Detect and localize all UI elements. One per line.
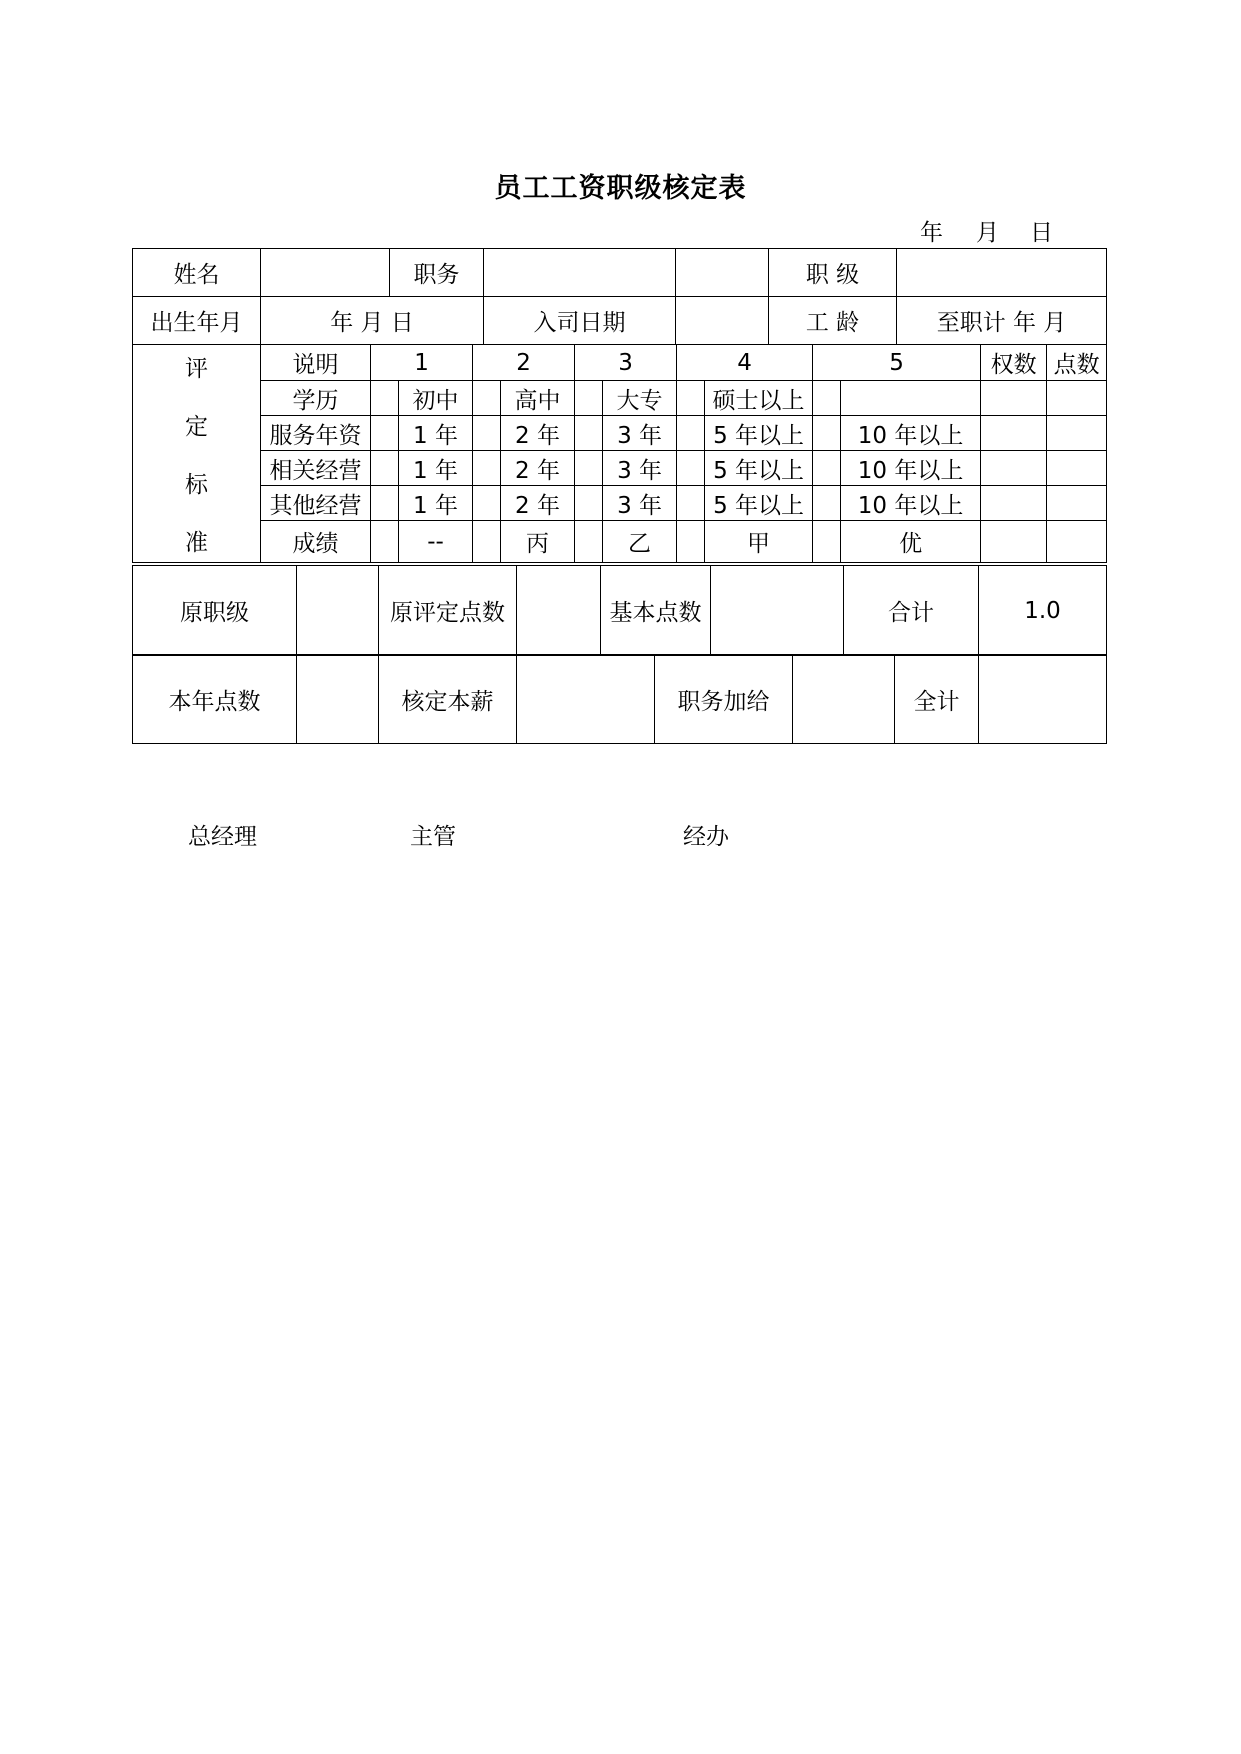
education-level-4: 硕士以上 xyxy=(705,381,813,416)
grand-total-label: 全计 xyxy=(895,655,979,744)
other-level-4: 5 年以上 xyxy=(705,486,813,521)
birth-field[interactable]: 年 月 日 xyxy=(261,297,484,345)
related-exp-label: 相关经营 xyxy=(261,451,371,486)
header-level-4: 4 xyxy=(677,345,813,381)
weight-cell[interactable] xyxy=(981,486,1047,521)
other-level-1: 1 年 xyxy=(399,486,473,521)
tenure-field[interactable]: 至职计 年 月 xyxy=(897,297,1107,345)
check-cell[interactable] xyxy=(677,416,705,451)
education-level-3: 大专 xyxy=(603,381,677,416)
check-cell[interactable] xyxy=(575,451,603,486)
other-exp-label: 其他经营 xyxy=(261,486,371,521)
side-char-4: 准 xyxy=(185,530,208,557)
check-cell[interactable] xyxy=(813,486,841,521)
check-cell[interactable] xyxy=(677,451,705,486)
points-cell[interactable] xyxy=(1047,451,1107,486)
year-points-field[interactable] xyxy=(297,655,379,744)
name-field[interactable] xyxy=(261,249,390,297)
related-level-2: 2 年 xyxy=(501,451,575,486)
check-cell[interactable] xyxy=(813,451,841,486)
grand-total-field[interactable] xyxy=(979,655,1107,744)
check-cell[interactable] xyxy=(575,486,603,521)
position-label: 职务 xyxy=(390,249,484,297)
tenure-label: 工 龄 xyxy=(769,297,897,345)
total-value[interactable]: 1.0 xyxy=(979,566,1107,656)
base-salary-field[interactable] xyxy=(517,655,655,744)
points-cell[interactable] xyxy=(1047,381,1107,416)
service-level-2: 2 年 xyxy=(501,416,575,451)
education-label: 学历 xyxy=(261,381,371,416)
weight-cell[interactable] xyxy=(981,451,1047,486)
document-title: 员工工资职级核定表 xyxy=(494,173,747,204)
base-points-field[interactable] xyxy=(711,566,844,656)
header-level-3: 3 xyxy=(575,345,677,381)
handler-label: 经办 xyxy=(683,824,729,850)
weight-cell[interactable] xyxy=(981,521,1047,563)
performance-label: 成绩 xyxy=(261,521,371,563)
check-cell[interactable] xyxy=(473,381,501,416)
education-level-5 xyxy=(841,381,981,416)
birth-label: 出生年月 xyxy=(133,297,261,345)
date-year: 年 xyxy=(920,220,943,246)
base-salary-label: 核定本薪 xyxy=(379,655,517,744)
date-month: 月 xyxy=(976,220,999,246)
education-level-1: 初中 xyxy=(399,381,473,416)
check-cell[interactable] xyxy=(473,486,501,521)
summary-table-2 xyxy=(132,654,1107,744)
check-cell[interactable] xyxy=(677,381,705,416)
year-points-label: 本年点数 xyxy=(133,655,297,744)
position-field[interactable] xyxy=(484,249,676,297)
check-cell[interactable] xyxy=(813,381,841,416)
allowance-label: 职务加给 xyxy=(655,655,793,744)
criteria-table xyxy=(132,344,1107,563)
related-level-1: 1 年 xyxy=(399,451,473,486)
total-label: 合计 xyxy=(844,566,979,656)
header-level-1: 1 xyxy=(371,345,473,381)
orig-points-field[interactable] xyxy=(517,566,601,656)
allowance-field[interactable] xyxy=(793,655,895,744)
check-cell[interactable] xyxy=(813,521,841,563)
orig-grade-field[interactable] xyxy=(297,566,379,656)
name-label: 姓名 xyxy=(133,249,261,297)
check-cell[interactable] xyxy=(575,381,603,416)
join-date-label: 入司日期 xyxy=(484,297,676,345)
related-level-4: 5 年以上 xyxy=(705,451,813,486)
check-cell[interactable] xyxy=(371,521,399,563)
weight-cell[interactable] xyxy=(981,416,1047,451)
orig-points-label: 原评定点数 xyxy=(379,566,517,656)
other-level-5: 10 年以上 xyxy=(841,486,981,521)
check-cell[interactable] xyxy=(677,486,705,521)
header-desc: 说明 xyxy=(261,345,371,381)
related-level-5: 10 年以上 xyxy=(841,451,981,486)
check-cell[interactable] xyxy=(371,416,399,451)
check-cell[interactable] xyxy=(371,486,399,521)
performance-level-5: 优 xyxy=(841,521,981,563)
check-cell[interactable] xyxy=(813,416,841,451)
other-level-2: 2 年 xyxy=(501,486,575,521)
other-level-3: 3 年 xyxy=(603,486,677,521)
performance-level-3: 乙 xyxy=(603,521,677,563)
check-cell[interactable] xyxy=(575,521,603,563)
date-day: 日 xyxy=(1030,220,1053,246)
criteria-side-label xyxy=(133,345,261,563)
extra-field[interactable] xyxy=(676,249,769,297)
service-level-4: 5 年以上 xyxy=(705,416,813,451)
points-cell[interactable] xyxy=(1047,521,1107,563)
service-years-label: 服务年资 xyxy=(261,416,371,451)
grade-field[interactable] xyxy=(897,249,1107,297)
check-cell[interactable] xyxy=(371,381,399,416)
check-cell[interactable] xyxy=(371,451,399,486)
education-level-2: 高中 xyxy=(501,381,575,416)
header-weight: 权数 xyxy=(981,345,1047,381)
orig-grade-label: 原职级 xyxy=(133,566,297,656)
join-date-field[interactable] xyxy=(676,297,769,345)
check-cell[interactable] xyxy=(473,416,501,451)
check-cell[interactable] xyxy=(575,416,603,451)
related-level-3: 3 年 xyxy=(603,451,677,486)
side-char-2: 定 xyxy=(185,413,208,440)
grade-label: 职 级 xyxy=(769,249,897,297)
header-points: 点数 xyxy=(1047,345,1107,381)
performance-level-4: 甲 xyxy=(705,521,813,563)
performance-level-1: -- xyxy=(399,521,473,563)
supervisor-label: 主管 xyxy=(410,824,456,850)
weight-cell[interactable] xyxy=(981,381,1047,416)
side-char-3: 标 xyxy=(185,472,208,499)
base-points-label: 基本点数 xyxy=(601,566,711,656)
header-level-2: 2 xyxy=(473,345,575,381)
summary-table-1 xyxy=(132,565,1107,656)
points-cell[interactable] xyxy=(1047,416,1107,451)
general-manager-label: 总经理 xyxy=(188,824,257,850)
points-cell[interactable] xyxy=(1047,486,1107,521)
header-level-5: 5 xyxy=(813,345,981,381)
service-level-3: 3 年 xyxy=(603,416,677,451)
performance-level-2: 丙 xyxy=(501,521,575,563)
header-table xyxy=(132,248,1107,345)
service-level-1: 1 年 xyxy=(399,416,473,451)
check-cell[interactable] xyxy=(473,521,501,563)
service-level-5: 10 年以上 xyxy=(841,416,981,451)
check-cell[interactable] xyxy=(473,451,501,486)
side-char-1: 评 xyxy=(185,355,208,382)
check-cell[interactable] xyxy=(677,521,705,563)
